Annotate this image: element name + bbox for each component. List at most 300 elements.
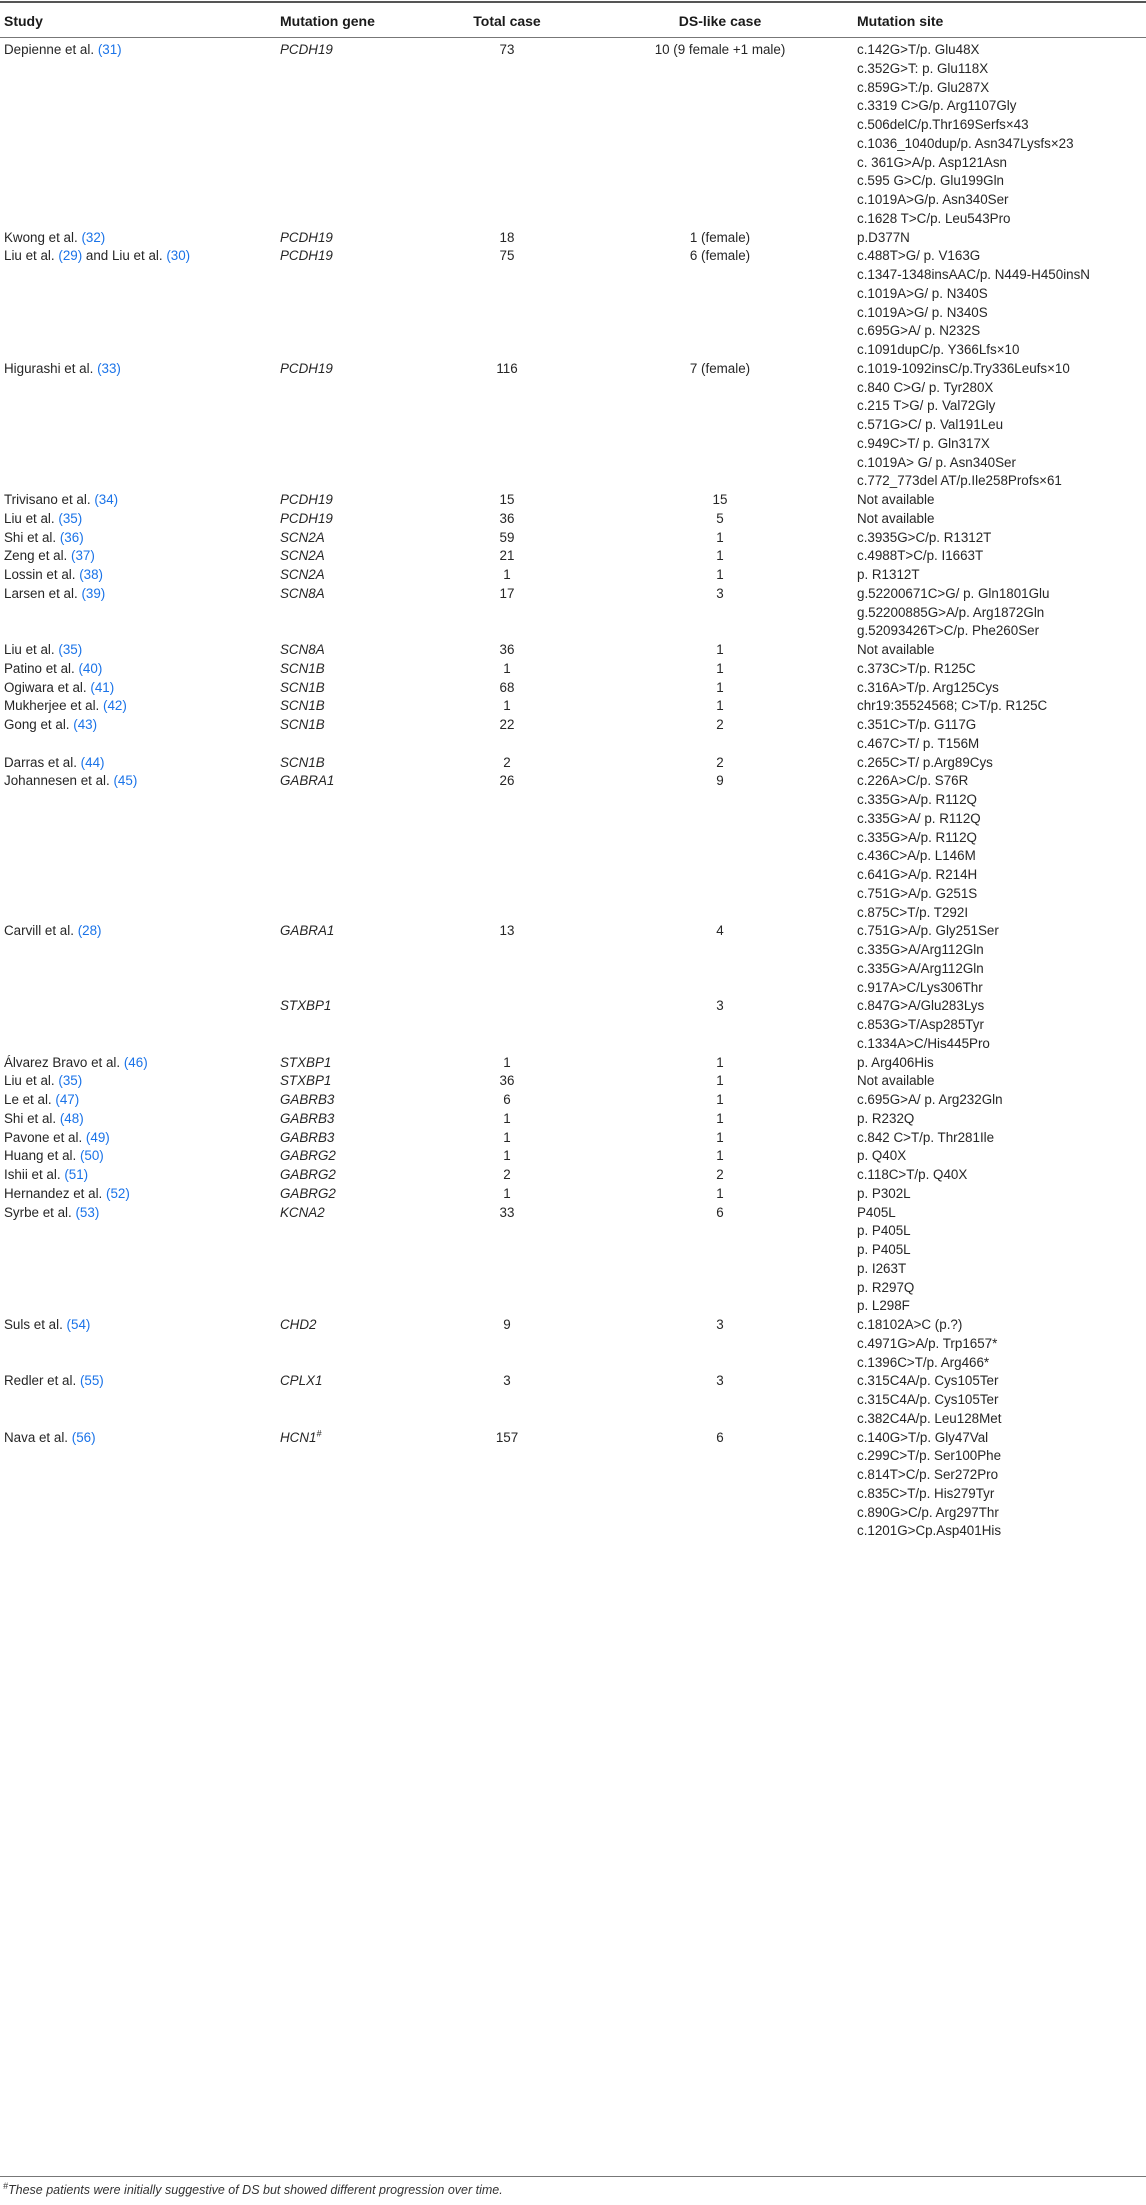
ds-like-case-cell: 1 — [716, 698, 724, 714]
mutation-site: c.595 G>C/p. Glu199Gln — [857, 173, 1005, 189]
total-case-cell: 1 — [503, 1110, 511, 1126]
gene-name: GABRA1 — [280, 923, 335, 939]
mutation-site: c.772_773del AT/p.Ile258Profs×61 — [857, 473, 1062, 489]
mutation-site: c.695G>A/ p. N232S — [857, 323, 981, 339]
mutation-site: p. P302L — [857, 1185, 911, 1201]
study-name: Suls et al. — [4, 1317, 63, 1332]
reference-link[interactable]: (45) — [113, 773, 138, 789]
gene-name: SCN2A — [280, 529, 325, 545]
mutation-site: c.1019A> G/ p. Asn340Ser — [857, 454, 1016, 470]
mutation-site: c.835C>T/p. His279Tyr — [857, 1485, 995, 1501]
study-name: Kwong et al. — [4, 229, 78, 245]
study-name: Mukherjee et al. — [4, 698, 100, 714]
mutation-site: c.488T>G/ p. V163G — [857, 248, 981, 264]
mutation-site: c.840 C>G/ p. Tyr280X — [857, 379, 994, 395]
mutation-site: c.1628 T>C/p. Leu543Pro — [857, 210, 1011, 226]
mutation-site: p. Q40X — [857, 1148, 907, 1164]
table-footnote — [3, 2180, 503, 2197]
study-name: Huang et al. — [4, 1148, 77, 1164]
total-case-cell: 21 — [499, 548, 515, 564]
reference-link[interactable]: (35) — [58, 510, 83, 526]
total-case-cell: 33 — [499, 1204, 515, 1220]
gene-name: SCN1B — [280, 679, 325, 695]
study-cell — [4, 922, 102, 940]
mutation-site: p. R1312T — [857, 567, 920, 582]
study-name: Darras et al. — [4, 754, 77, 770]
header-rule — [0, 37, 1146, 38]
ds-like-case-cell: 1 (female) — [689, 229, 751, 245]
study-cell — [4, 660, 102, 678]
study-cell — [4, 1185, 130, 1203]
reference-link[interactable]: (46) — [123, 1054, 148, 1070]
ds-like-case-cell: 6 (female) — [689, 248, 751, 264]
mutation-site: c.142G>T/p. Glu48X — [857, 42, 980, 57]
study-name: Trivisano et al. — [4, 492, 91, 507]
reference-link[interactable]: (32) — [81, 229, 106, 245]
mutation-site: c.335G>A/ p. R112Q — [857, 810, 981, 826]
ds-like-case-cell: 1 — [716, 1110, 724, 1126]
gene-cell — [280, 1147, 336, 1165]
reference-link[interactable]: (47) — [55, 1092, 80, 1107]
mutation-site: c.751G>A/p. Gly251Ser — [857, 923, 999, 939]
total-case-cell: 15 — [499, 492, 515, 507]
mutation-site: c.467C>T/ p. T156M — [857, 735, 980, 751]
mutation-site: c.3319 C>G/p. Arg1107Gly — [857, 98, 1017, 114]
study-name: Redler et al. — [4, 1373, 77, 1389]
ds-like-case-cell: 1 — [716, 1185, 724, 1201]
total-case-cell: 116 — [496, 360, 518, 376]
mutation-site: c.299C>T/p. Ser100Phe — [857, 1448, 1002, 1464]
mutation-site: p. P405L — [857, 1223, 911, 1239]
mutation-site: c.859G>T:/p. Glu287X — [857, 79, 990, 95]
study-cell — [4, 679, 114, 697]
mutation-site: p. Arg406His — [857, 1054, 934, 1070]
gene-cell — [280, 566, 325, 584]
mutation-site: c.4988T>C/p. I1663T — [857, 548, 984, 564]
gene-name: STXBP1 — [280, 1054, 332, 1070]
gene-cell — [280, 679, 325, 697]
study-cell — [4, 360, 121, 378]
ds-like-case-cell: 4 — [716, 923, 724, 939]
gene-name: GABRG2 — [280, 1185, 336, 1201]
reference-link[interactable]: (36) — [59, 529, 84, 545]
mutation-site: c.949C>T/ p. Gln317X — [857, 435, 990, 451]
reference-link[interactable]: (51) — [64, 1167, 89, 1182]
mutation-site: c.352G>T: p. Glu118X — [857, 60, 989, 76]
study-name: Depienne et al. — [4, 42, 95, 57]
footnote-text: These patients were initially suggestive of DS but showed different progression over time. — [8, 2183, 503, 2197]
reference-link[interactable]: (30) — [166, 248, 191, 264]
reference-link[interactable]: (41) — [90, 679, 115, 695]
study-name: Higurashi et al. — [4, 360, 94, 376]
study-cell — [4, 1166, 88, 1184]
mutation-site: c.351C>T/p. G117G — [857, 717, 977, 732]
total-case-cell: 2 — [503, 1167, 511, 1182]
reference-link[interactable]: (50) — [79, 1148, 104, 1164]
ds-like-case-cell: 1 — [716, 1092, 724, 1107]
mutation-site: c.373C>T/p. R125C — [857, 660, 976, 676]
gene-name: HCN1 — [280, 1429, 317, 1445]
study-cell — [4, 566, 103, 584]
total-case-cell: 1 — [503, 698, 511, 714]
reference-link[interactable]: (44) — [80, 754, 105, 770]
study-cell — [4, 1129, 110, 1147]
reference-link[interactable]: (40) — [78, 660, 103, 676]
total-case-cell: 68 — [499, 679, 515, 695]
ds-like-case-cell: 3 — [716, 1317, 724, 1332]
study-name: Ishii et al. — [4, 1167, 61, 1182]
mutation-site: c.1091dupC/p. Y366Lfs×10 — [857, 342, 1020, 357]
total-case-cell: 9 — [503, 1317, 511, 1332]
ds-like-case-cell: 5 — [716, 510, 724, 526]
ds-like-case-cell: 1 — [716, 679, 724, 695]
total-case-cell: 1 — [503, 567, 511, 582]
total-case-cell: 22 — [499, 717, 515, 732]
gene-cell — [280, 510, 333, 528]
study-cell — [4, 529, 84, 547]
mutation-site: c.215 T>G/ p. Val72Gly — [857, 398, 996, 414]
mutation-site: c.118C>T/p. Q40X — [857, 1167, 968, 1182]
mutation-site: g.52200885G>A/p. Arg1872Gln — [857, 604, 1045, 620]
total-case-cell: 26 — [499, 773, 515, 789]
mutation-site: c.382C4A/p. Leu128Met — [857, 1410, 1002, 1426]
mutation-site: c.140G>T/p. Gly47Val — [857, 1429, 989, 1445]
study-cell — [4, 716, 97, 734]
gene-cell — [280, 1185, 336, 1203]
gene-cell — [280, 1091, 334, 1109]
mutation-site: p. L298F — [857, 1298, 910, 1314]
gene-name: STXBP1 — [280, 1073, 332, 1089]
gene-cell — [280, 41, 333, 59]
gene-cell — [280, 660, 325, 678]
gene-name: PCDH19 — [280, 492, 333, 507]
mutation-site: c.853G>T/Asp285Tyr — [857, 1017, 984, 1032]
study-name: Le et al. — [4, 1092, 52, 1107]
gene-cell — [280, 585, 325, 603]
study-name: Syrbe et al. — [4, 1204, 72, 1220]
mutation-site: c.4971G>A/p. Trp1657* — [857, 1335, 998, 1351]
reference-link[interactable]: (34) — [94, 492, 119, 507]
mutation-site: g.52093426T>C/p. Phe260Ser — [857, 623, 1040, 639]
gene-cell — [280, 1072, 331, 1090]
ds-like-case-cell: 1 — [716, 660, 724, 676]
header-total-case: Total case — [473, 13, 541, 29]
mutation-site: p. R297Q — [857, 1279, 915, 1295]
ds-like-case-cell: 6 — [716, 1429, 724, 1445]
mutation-site: c.335G>A/Arg112Gln — [857, 942, 984, 957]
mutation-site: P405L — [857, 1204, 896, 1220]
bottom-rule — [0, 2176, 1146, 2177]
reference-link[interactable]: (35) — [58, 1073, 83, 1089]
gene-cell — [280, 641, 325, 659]
study-name: Álvarez Bravo et al. — [4, 1054, 121, 1070]
gene-footnote-mark: # — [316, 1428, 322, 1439]
reference-link[interactable]: (53) — [75, 1204, 100, 1220]
study-cell — [4, 641, 82, 659]
study-name: Liu et al. — [4, 1073, 55, 1089]
mutation-site: c.695G>A/ p. Arg232Gln — [857, 1092, 1003, 1107]
reference-link[interactable]: (56) — [71, 1429, 96, 1445]
mutation-site: Not available — [857, 642, 935, 657]
study-cell — [4, 1054, 148, 1072]
gene-name: SCN2A — [280, 567, 325, 582]
gene-cell — [280, 547, 325, 565]
gene-name: KCNA2 — [280, 1204, 325, 1220]
study-name: Gong et al. — [4, 717, 70, 732]
study-cell — [4, 772, 137, 790]
mutation-site: c.1019A>G/ p. N340S — [857, 304, 988, 320]
mutation-site: p. P405L — [857, 1242, 911, 1257]
study-name: Shi et al. — [4, 1110, 57, 1126]
study-name: Larsen et al. — [4, 585, 78, 601]
mutation-site: c.751G>A/p. G251S — [857, 885, 978, 901]
ds-like-case-cell: 1 — [716, 1148, 724, 1164]
ds-like-case-cell: 2 — [716, 717, 724, 732]
gene-cell — [280, 1429, 321, 1447]
study-cell — [4, 229, 105, 247]
study-cell — [4, 1147, 104, 1165]
mutation-site: c.265C>T/ p.Arg89Cys — [857, 754, 993, 770]
total-case-cell: 1 — [503, 1148, 511, 1164]
mutation-site: c.1201G>Cp.Asp401His — [857, 1523, 1002, 1539]
total-case-cell: 36 — [499, 510, 515, 526]
study-cell — [4, 1072, 82, 1090]
reference-link[interactable]: (55) — [79, 1373, 104, 1389]
reference-link[interactable]: (52) — [106, 1185, 130, 1201]
study-cell — [4, 1372, 104, 1390]
reference-link[interactable]: (29) — [58, 248, 83, 264]
mutation-site: c.226A>C/p. S76R — [857, 773, 969, 789]
study-cell — [4, 754, 105, 772]
mutation-site: Not available — [857, 510, 935, 526]
study-name: Nava et al. — [4, 1429, 69, 1445]
gene-name: SCN1B — [280, 698, 325, 714]
gene-cell — [280, 1129, 334, 1147]
study-name: Liu et al. — [4, 642, 55, 657]
gene-name: SCN8A — [280, 585, 325, 601]
gene-cell — [280, 754, 325, 772]
gene-cell — [280, 1372, 322, 1390]
gene-cell — [280, 697, 325, 715]
total-case-cell: 1 — [503, 1185, 511, 1201]
mutation-site: c.1019-1092insC/p.Try336Leufs×10 — [857, 360, 1070, 376]
study-name: Lossin et al. — [4, 567, 76, 582]
ds-like-case-cell: 2 — [716, 1167, 724, 1182]
study-name: Liu et al. — [4, 248, 55, 264]
gene-cell — [280, 1110, 334, 1128]
ds-like-case-cell: 3 — [716, 585, 724, 601]
study-cell — [4, 1316, 90, 1334]
study-cell — [4, 510, 82, 528]
gene-name: SCN1B — [280, 754, 325, 770]
mutation-site: c.315C4A/p. Cys105Ter — [857, 1373, 999, 1389]
gene-cell — [280, 229, 333, 247]
mutation-site: c.506delC/p.Thr169Serfs×43 — [857, 117, 1029, 132]
study-name: Pavone et al. — [4, 1129, 83, 1145]
gene-cell — [280, 491, 333, 509]
study-cell — [4, 247, 190, 265]
mutation-site: c.875C>T/p. T292I — [857, 904, 969, 920]
mutation-site: p. I263T — [857, 1260, 907, 1276]
total-case-cell: 17 — [499, 585, 515, 601]
mutation-site: Not available — [857, 492, 935, 507]
mutation-site: chr19:35524568; C>T/p. R125C — [857, 698, 1048, 714]
ds-like-case-cell: 3 — [716, 1373, 724, 1389]
reference-link[interactable]: (31) — [97, 42, 122, 57]
total-case-cell: 75 — [499, 248, 515, 264]
study-cell — [4, 547, 95, 565]
ds-like-case-cell: 1 — [716, 548, 724, 564]
ds-like-case-cell: 1 — [716, 1129, 724, 1145]
mutation-site: p.D377N — [857, 229, 910, 245]
gene-cell — [280, 360, 333, 378]
mutation-site: Not available — [857, 1073, 935, 1089]
ds-like-case-cell: 1 — [716, 529, 724, 545]
gene-name: SCN1B — [280, 717, 325, 732]
ds-like-case-cell: 15 — [712, 492, 728, 507]
study-name-2: and Liu et al. — [82, 248, 163, 264]
gene-name: PCDH19 — [280, 360, 333, 376]
study-name: Johannesen et al. — [4, 773, 110, 789]
mutation-site: c.315C4A/p. Cys105Ter — [857, 1392, 999, 1407]
gene-cell — [280, 1166, 336, 1184]
gene-cell — [280, 247, 333, 265]
ds-like-case-cell: 7 (female) — [689, 360, 751, 376]
gene-name: GABRB3 — [280, 1092, 335, 1107]
gene-name: GABRG2 — [280, 1167, 336, 1182]
mutation-site: c.1019A>G/p. Asn340Ser — [857, 192, 1009, 207]
study-name: Hernandez et al. — [4, 1185, 103, 1201]
total-case-cell: 36 — [499, 1073, 515, 1089]
reference-link[interactable]: (43) — [73, 717, 98, 732]
ds-like-case-cell: 2 — [716, 754, 724, 770]
total-case-cell: 59 — [499, 529, 515, 545]
gene-name: PCDH19 — [280, 510, 333, 526]
total-case-cell: 1 — [503, 1054, 511, 1070]
header-ds-like-case: DS-like case — [678, 13, 762, 29]
reference-link[interactable]: (49) — [85, 1129, 110, 1145]
header-study: Study — [4, 13, 43, 29]
gene-name: PCDH19 — [280, 248, 333, 264]
reference-link[interactable]: (39) — [81, 585, 106, 601]
ds-like-case-cell: 3 — [716, 998, 724, 1014]
gene-cell — [280, 772, 334, 790]
mutation-site: c.18102A>C (p.?) — [857, 1317, 963, 1332]
reference-link[interactable]: (37) — [71, 548, 95, 564]
mutation-site: c.335G>A/p. R112Q — [857, 792, 977, 807]
ds-like-case-cell: 1 — [716, 1054, 724, 1070]
mutation-site: c.335G>A/p. R112Q — [857, 829, 977, 845]
total-case-cell: 6 — [503, 1092, 511, 1107]
mutation-site: c. 361G>A/p. Asp121Asn — [857, 154, 1008, 170]
gene-name: GABRA1 — [280, 773, 335, 789]
study-cell — [4, 1110, 84, 1128]
mutation-site: c.847G>A/Glu283Lys — [857, 998, 985, 1014]
mutation-site: c.335G>A/Arg112Gln — [857, 960, 984, 976]
gene-cell — [280, 529, 325, 547]
reference-link[interactable]: (42) — [103, 698, 127, 714]
ds-like-case-cell: 1 — [716, 567, 724, 582]
mutation-site: c.1036_1040dup/p. Asn347Lysfs×23 — [857, 135, 1074, 151]
mutation-site: c.814T>C/p. Ser272Pro — [857, 1467, 999, 1482]
ds-like-case-cell: 10 (9 female +1 male) — [654, 42, 786, 57]
total-case-cell: 2 — [503, 754, 511, 770]
gene-cell — [280, 922, 334, 940]
study-cell — [4, 1091, 79, 1109]
mutation-site: c.436C>A/p. L146M — [857, 848, 976, 864]
mutation-site: c.890G>C/p. Arg297Thr — [857, 1504, 999, 1520]
reference-link[interactable]: (35) — [58, 642, 83, 657]
study-cell — [4, 1204, 99, 1222]
mutation-site: c.1396C>T/p. Arg466* — [857, 1354, 990, 1370]
gene-cell — [280, 716, 325, 734]
mutation-site: c.1334A>C/His445Pro — [857, 1035, 990, 1051]
study-cell — [4, 585, 105, 603]
ds-like-case-cell: 1 — [716, 1073, 724, 1089]
total-case-cell: 1 — [503, 1129, 511, 1145]
gene-name: PCDH19 — [280, 229, 333, 245]
study-name: Carvill et al. — [4, 923, 74, 939]
study-cell — [4, 1429, 96, 1447]
gene-name: SCN8A — [280, 642, 325, 657]
study-name: Shi et al. — [4, 529, 57, 545]
mutation-site: g.52200671C>G/ p. Gln1801Glu — [857, 585, 1050, 601]
study-name: Ogiwara et al. — [4, 679, 87, 695]
mutation-site: c.917A>C/Lys306Thr — [857, 979, 983, 995]
total-case-cell: 157 — [495, 1429, 519, 1445]
total-case-cell: 3 — [503, 1373, 511, 1389]
reference-link[interactable]: (48) — [59, 1110, 84, 1126]
reference-link[interactable]: (28) — [77, 923, 102, 939]
total-case-cell: 36 — [499, 642, 515, 657]
gene-cell — [280, 1054, 331, 1072]
gene-name: GABRG2 — [280, 1148, 336, 1164]
ds-like-case-cell: 6 — [716, 1204, 724, 1220]
mutation-site: c.1347-1348insAAC/p. N449-H450insN — [857, 267, 1090, 282]
top-rule — [0, 1, 1146, 3]
gene-name: GABRB3 — [280, 1110, 335, 1126]
gene-cell — [280, 1316, 316, 1334]
total-case-cell: 1 — [503, 660, 511, 676]
total-case-cell: 13 — [499, 923, 515, 939]
mutation-site: c.3935G>C/p. R1312T — [857, 529, 992, 545]
ds-like-case-cell: 9 — [716, 773, 724, 789]
header-mutation-gene: Mutation gene — [280, 13, 375, 29]
study-name: Liu et al. — [4, 510, 55, 526]
gene-name: SCN1B — [280, 660, 325, 676]
reference-link[interactable]: (54) — [66, 1317, 91, 1332]
gene-name: SCN2A — [280, 548, 325, 564]
mutation-site: p. R232Q — [857, 1110, 915, 1126]
total-case-cell: 18 — [499, 229, 515, 245]
footnote-mark: # — [3, 2180, 9, 2191]
reference-link[interactable]: (38) — [79, 567, 104, 582]
reference-link[interactable]: (33) — [97, 360, 121, 376]
total-case-cell: 73 — [499, 42, 515, 57]
gene-name: GABRB3 — [280, 1129, 335, 1145]
gene-name: CHD2 — [280, 1317, 317, 1332]
mutation-site: c.571G>C/ p. Val191Leu — [857, 417, 1004, 432]
study-cell — [4, 697, 127, 715]
gene-name: PCDH19 — [280, 42, 333, 57]
mutation-site: c.641G>A/p. R214H — [857, 867, 978, 882]
study-name: Patino et al. — [4, 660, 75, 676]
gene-cell — [280, 1204, 325, 1222]
study-cell — [4, 41, 122, 59]
mutation-site: c.1019A>G/ p. N340S — [857, 285, 988, 301]
ds-like-case-cell: 1 — [716, 642, 724, 657]
gene-cell — [280, 997, 331, 1015]
